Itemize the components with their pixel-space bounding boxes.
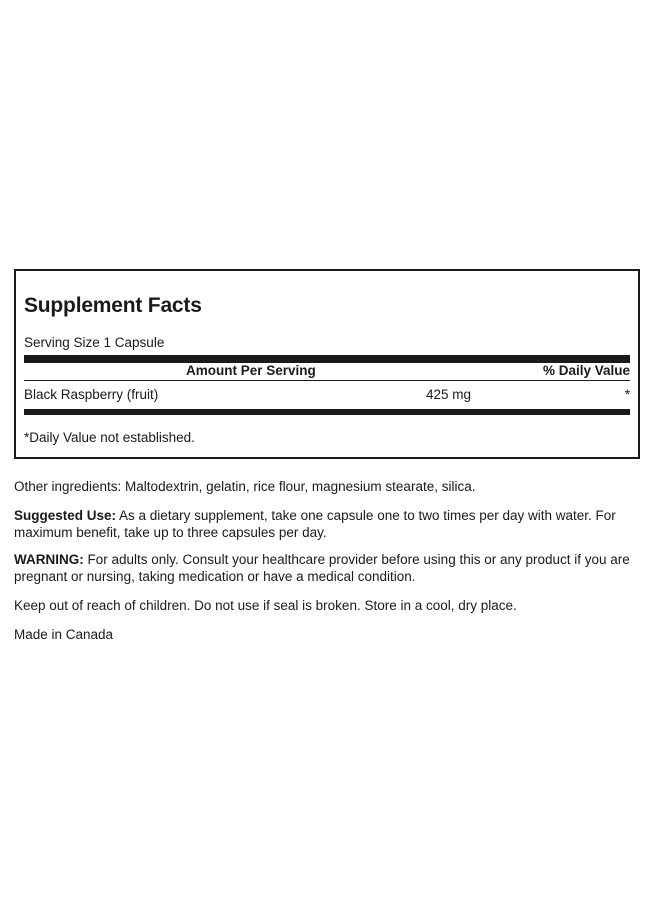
storage-instructions: Keep out of reach of children. Do not use if seal is broken. Store in a cool, dry place. — [14, 598, 517, 613]
thick-divider — [24, 355, 630, 363]
suggested-use-label: Suggested Use: — [14, 508, 117, 523]
suggested-use-text: As a dietary supplement, take one capsule one to two times per day with water. For maximum benefit, take up to three capsules per day. — [14, 508, 616, 540]
warning-text: For adults only. Consult your healthcare provider before using this or any product if you are pregnant or nursing, taking medication or have a medical condition. — [14, 552, 630, 584]
daily-value-header: % Daily Value — [542, 363, 630, 378]
supplement-facts-panel — [14, 269, 640, 459]
thin-divider — [24, 380, 630, 381]
amount-per-serving-header: Amount Per Serving — [186, 363, 316, 378]
thick-divider-bottom — [24, 409, 630, 415]
other-ingredients: Other ingredients: Maltodextrin, gelatin, rice flour, magnesium stearate, silica. — [14, 479, 476, 494]
daily-value-footnote: *Daily Value not established. — [24, 430, 195, 445]
facts-title: Supplement Facts — [24, 294, 202, 317]
ingredient-daily-value: * — [624, 387, 630, 402]
warning-label: WARNING: — [14, 552, 84, 567]
serving-size: Serving Size 1 Capsule — [24, 335, 165, 350]
ingredient-amount: 425 mg — [426, 387, 472, 402]
suggested-use — [14, 507, 644, 541]
warning — [14, 551, 644, 585]
country-of-origin: Made in Canada — [14, 627, 114, 642]
ingredient-name: Black Raspberry (fruit) — [24, 387, 159, 402]
